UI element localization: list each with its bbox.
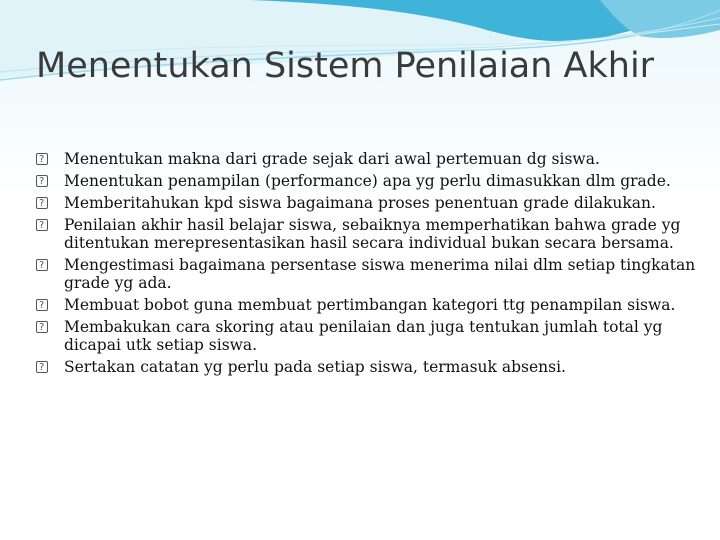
list-item-text: Memberitahukan kpd siswa bagaimana proses penentuan grade dilakukan. — [64, 194, 656, 212]
list-item — [36, 150, 696, 168]
list-item-text: Membakukan cara skoring atau penilaian dan juga tentukan jumlah total yg dicapai utk setiap siswa. — [64, 318, 663, 354]
list-item-text: Penilaian akhir hasil belajar siswa, sebaiknya memperhatikan bahwa grade yg ditentukan merepresentasikan hasil secara individual bukan secara bersama. — [64, 216, 681, 252]
list-item — [36, 172, 696, 190]
list-item-text: Mengestimasi bagaimana persentase siswa menerima nilai dlm setiap tingkatan grade yg ada. — [64, 256, 696, 292]
list-item — [36, 318, 696, 354]
missing-glyph-icon — [36, 259, 48, 271]
list-item-text: Menentukan makna dari grade sejak dari awal pertemuan dg siswa. — [64, 150, 600, 168]
missing-glyph-icon — [36, 299, 48, 311]
missing-glyph-icon — [36, 153, 48, 165]
missing-glyph-icon — [36, 219, 48, 231]
list-item — [36, 358, 696, 376]
missing-glyph-icon — [36, 197, 48, 209]
bullet-list — [36, 150, 696, 380]
list-item-text: Menentukan penampilan (performance) apa yg perlu dimasukkan dlm grade. — [64, 172, 671, 190]
list-item — [36, 296, 696, 314]
list-item — [36, 216, 696, 252]
list-item — [36, 194, 696, 212]
list-item-text: Membuat bobot guna membuat pertimbangan kategori ttg penampilan siswa. — [64, 296, 676, 314]
missing-glyph-icon — [36, 175, 48, 187]
list-item-text: Sertakan catatan yg perlu pada setiap siswa, termasuk absensi. — [64, 358, 566, 376]
slide-title: Menentukan Sistem Penilaian Akhir — [36, 46, 655, 86]
list-item — [36, 256, 696, 292]
missing-glyph-icon — [36, 321, 48, 333]
missing-glyph-icon — [36, 361, 48, 373]
